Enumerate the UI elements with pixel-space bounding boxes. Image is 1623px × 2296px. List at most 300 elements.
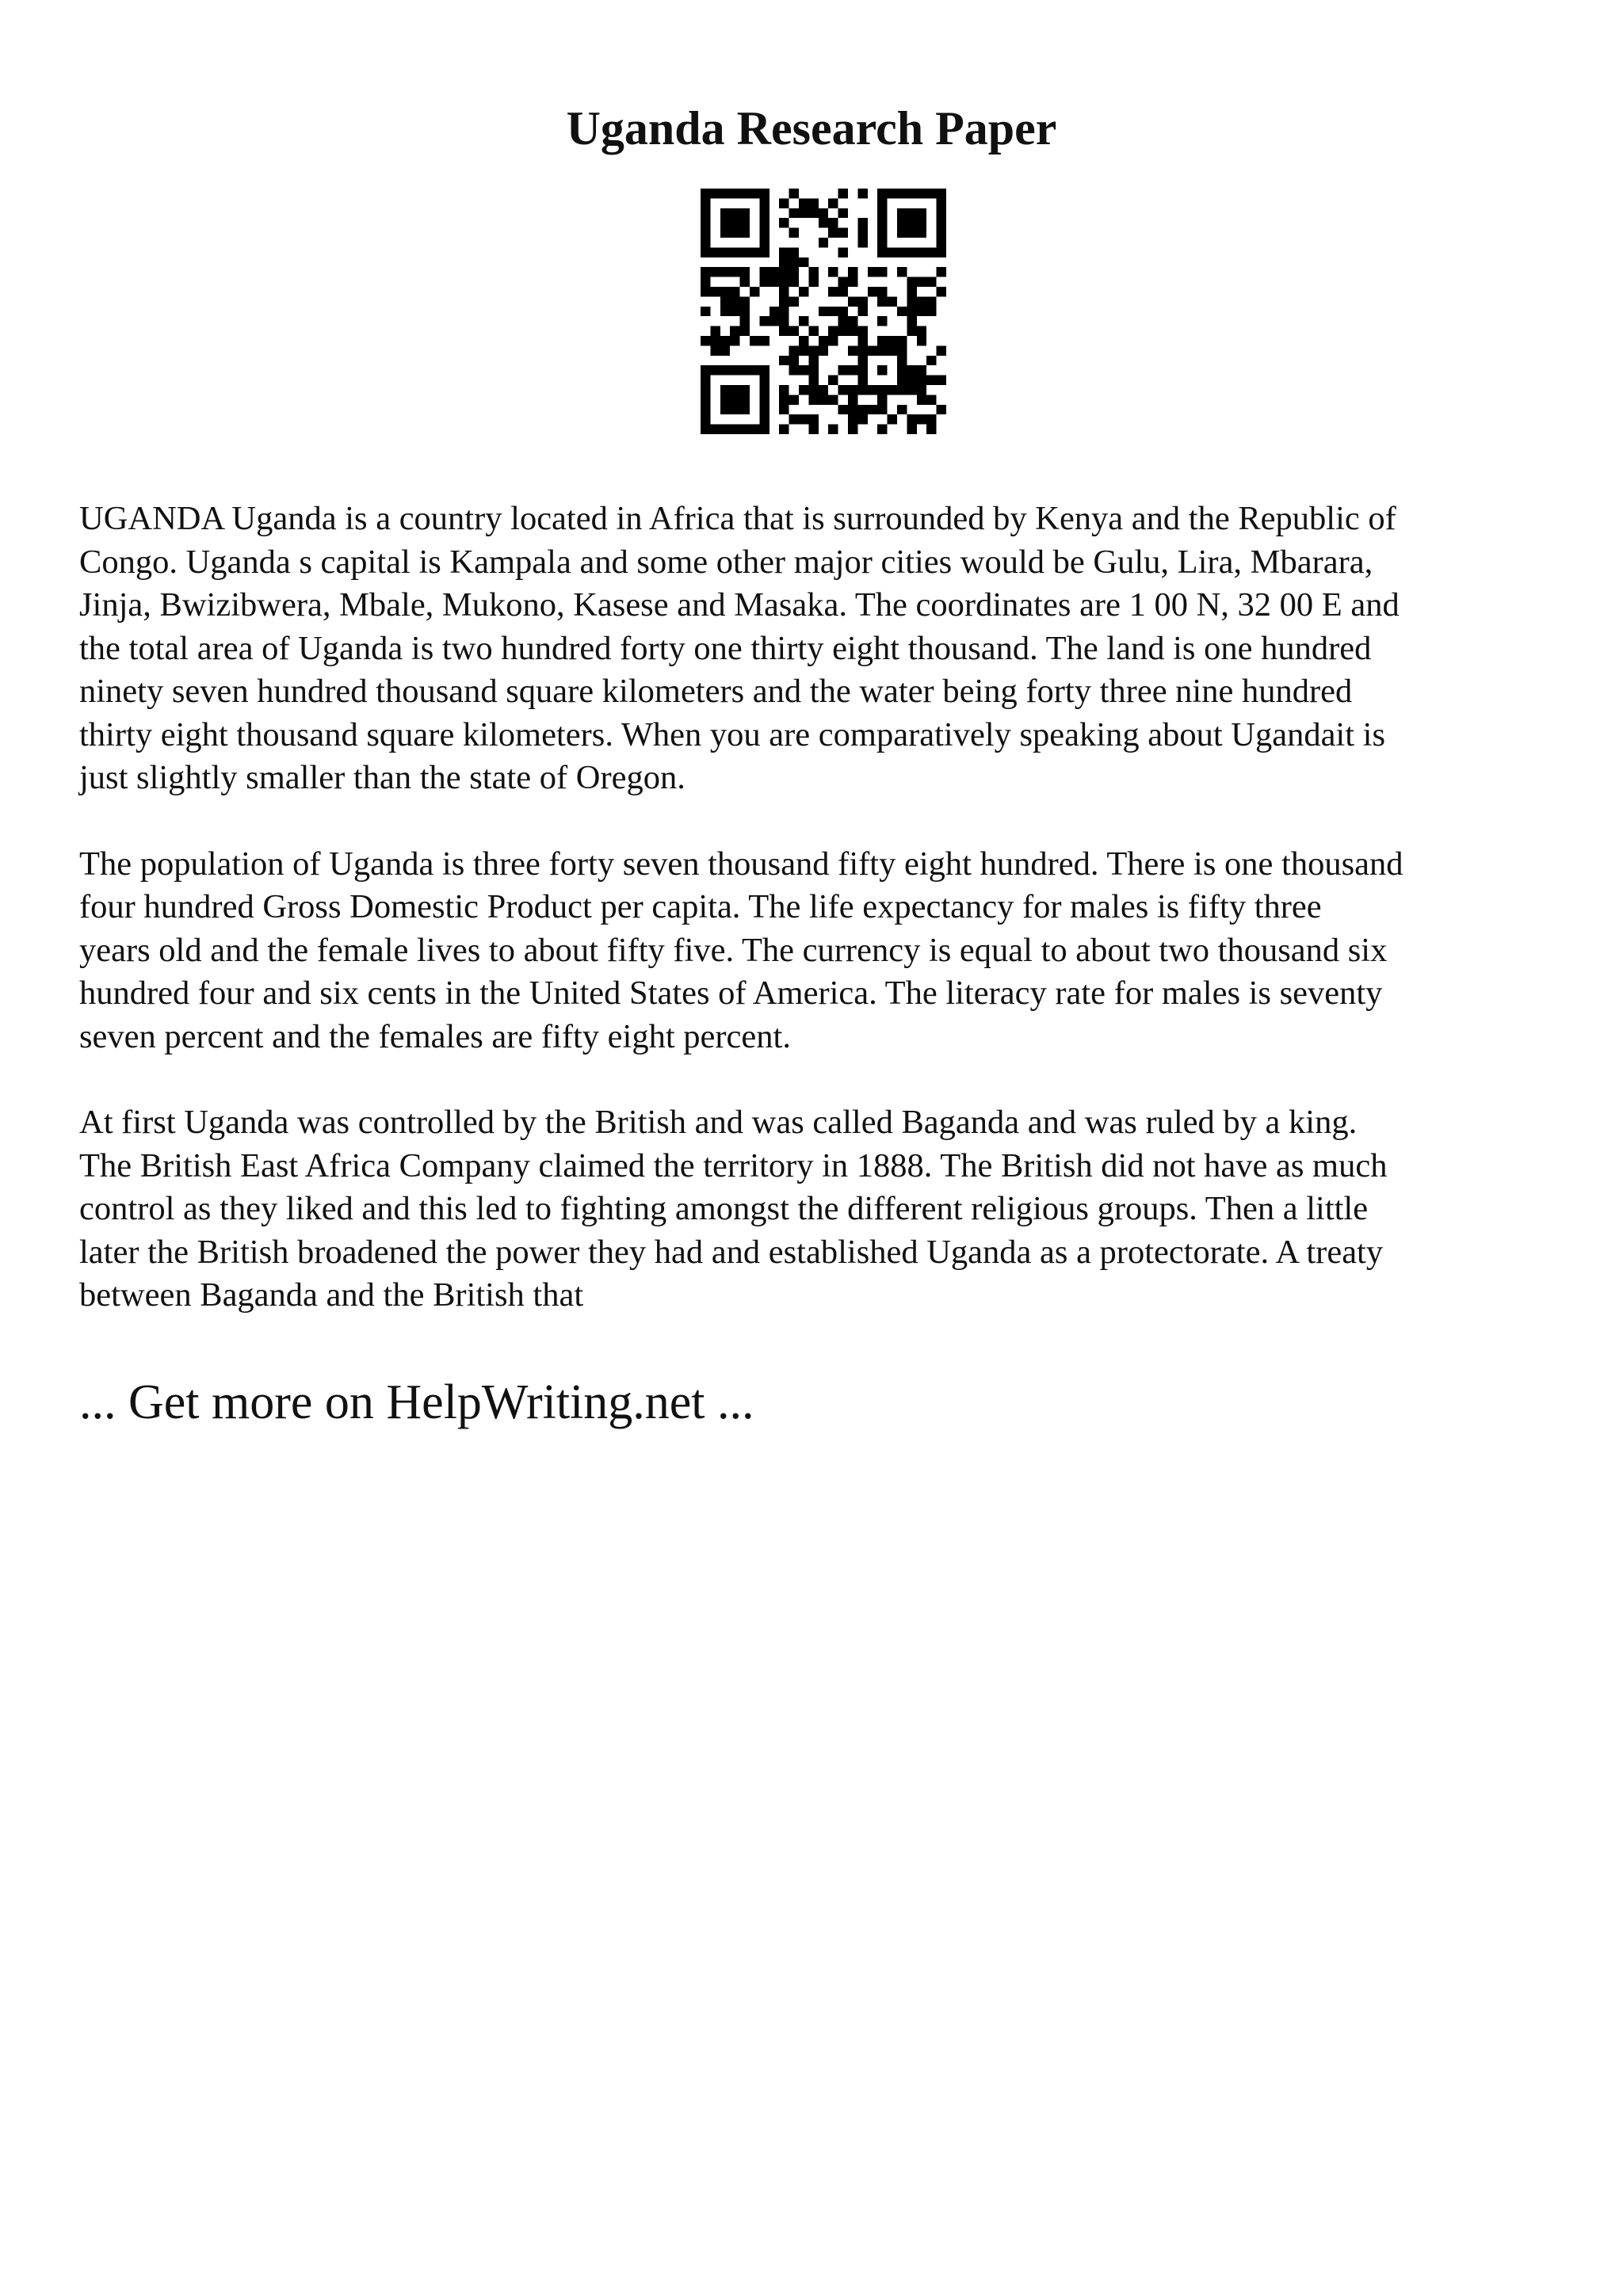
qr-module: [917, 189, 926, 198]
qr-module: [877, 247, 887, 257]
qr-module: [740, 385, 750, 395]
qr-module: [701, 228, 710, 238]
qr-module: [937, 405, 946, 414]
qr-module: [769, 307, 779, 316]
qr-module: [701, 198, 710, 208]
qr-module: [888, 189, 897, 198]
qr-module: [897, 345, 907, 355]
qr-module: [877, 405, 887, 414]
qr-module: [907, 414, 916, 424]
qr-module: [710, 287, 720, 296]
qr-module: [838, 189, 848, 198]
qr-module: [917, 208, 926, 218]
qr-module: [917, 376, 926, 385]
qr-module: [789, 414, 799, 424]
qr-module: [819, 395, 828, 404]
text-line: ninety seven hundred thousand square kilometers and the water being forty three nine hundred: [79, 673, 1353, 710]
qr-module: [808, 277, 818, 287]
qr-module: [799, 414, 808, 424]
qr-module: [769, 267, 779, 277]
qr-module: [701, 405, 710, 414]
paragraph-geography: [79, 498, 1553, 800]
document-body: [79, 498, 1553, 1360]
qr-module: [848, 277, 857, 287]
qr-module: [926, 247, 936, 257]
qr-module: [701, 267, 710, 277]
qr-module: [730, 336, 739, 345]
text-line: years old and the female lives to about fifty five. The currency is equal to about two thousand six: [79, 931, 1388, 969]
qr-module: [937, 218, 946, 227]
qr-module: [779, 287, 789, 296]
qr-module: [907, 365, 916, 375]
qr-module: [701, 414, 710, 424]
qr-module: [848, 395, 857, 404]
qr-module: [828, 425, 838, 434]
qr-module: [857, 336, 867, 345]
qr-module: [730, 228, 739, 238]
text-line: between Baganda and the British that: [79, 1276, 584, 1314]
qr-module: [750, 365, 759, 375]
text-line: control as they liked and this led to fighting amongst the different religious groups. Then a little: [79, 1190, 1369, 1227]
qr-module: [779, 316, 789, 326]
qr-module: [838, 316, 848, 326]
qr-module: [789, 277, 799, 287]
qr-module: [808, 267, 818, 277]
qr-module: [907, 385, 916, 395]
qr-module: [917, 336, 926, 345]
qr-module: [759, 267, 769, 277]
qr-module: [779, 425, 789, 434]
qr-module: [868, 345, 877, 355]
qr-module: [730, 296, 739, 306]
qr-module: [808, 365, 818, 375]
qr-module: [710, 326, 720, 336]
qr-module: [808, 356, 818, 365]
qr-module: [848, 425, 857, 434]
qr-module: [789, 247, 799, 257]
qr-module: [720, 425, 730, 434]
qr-module: [926, 376, 936, 385]
qr-module: [819, 208, 828, 218]
qr-module: [779, 356, 789, 365]
qr-module: [720, 267, 730, 277]
qr-module: [740, 218, 750, 227]
qr-module: [937, 345, 946, 355]
qr-module: [897, 376, 907, 385]
qr-module: [877, 425, 887, 434]
qr-module: [838, 365, 848, 375]
qr-module: [926, 189, 936, 198]
qr-module: [740, 296, 750, 306]
qr-module: [701, 365, 710, 375]
text-line: the total area of Uganda is two hundred forty one thirty eight thousand. The land is one hundred: [79, 629, 1372, 667]
qr-module: [759, 198, 769, 208]
qr-module: [740, 425, 750, 434]
qr-module: [730, 247, 739, 257]
qr-code-icon: [701, 189, 946, 434]
qr-module: [799, 287, 808, 296]
qr-module: [828, 395, 838, 404]
qr-module: [730, 287, 739, 296]
qr-module: [720, 287, 730, 296]
qr-module: [848, 405, 857, 414]
qr-module: [750, 425, 759, 434]
qr-module: [917, 385, 926, 395]
qr-module: [730, 405, 739, 414]
qr-module: [868, 405, 877, 414]
qr-module: [926, 277, 936, 287]
qr-module: [720, 307, 730, 316]
qr-module: [759, 208, 769, 218]
text-line: later the British broadened the power they had and established Uganda as a protectorate. A treaty: [79, 1233, 1384, 1271]
qr-module: [848, 316, 857, 326]
qr-module: [917, 228, 926, 238]
qr-module: [877, 198, 887, 208]
qr-module: [710, 267, 720, 277]
qr-module: [877, 208, 887, 218]
qr-module: [740, 189, 750, 198]
qr-module: [779, 277, 789, 287]
qr-module: [897, 365, 907, 375]
qr-module: [808, 208, 818, 218]
qr-module: [828, 376, 838, 385]
qr-module: [720, 385, 730, 395]
qr-module: [868, 287, 877, 296]
qr-module: [897, 208, 907, 218]
qr-module: [828, 198, 838, 208]
qr-module: [730, 189, 739, 198]
qr-module: [907, 228, 916, 238]
qr-module: [857, 356, 867, 365]
qr-module: [759, 218, 769, 227]
qr-module: [779, 267, 789, 277]
qr-module: [720, 296, 730, 306]
qr-module: [789, 326, 799, 336]
qr-module: [730, 208, 739, 218]
qr-module: [937, 238, 946, 247]
text-line: Jinja, Bwizibwera, Mbale, Mukono, Kasese and Masaka. The coordinates are 1 00 N, 32 00 E and: [79, 586, 1400, 624]
qr-module: [720, 405, 730, 414]
qr-module: [819, 307, 828, 316]
qr-module: [917, 395, 926, 404]
qr-module: [937, 198, 946, 208]
text-line: just slightly smaller than the state of Oregon.: [79, 759, 685, 796]
qr-module: [828, 228, 838, 238]
qr-module: [740, 277, 750, 287]
qr-module: [779, 247, 789, 257]
text-line: four hundred Gross Domestic Product per capita. The life expectancy for males is fifty three: [79, 888, 1322, 925]
qr-module: [828, 287, 838, 296]
qr-module: [710, 345, 720, 355]
qr-module: [888, 247, 897, 257]
qr-module: [838, 228, 848, 238]
qr-module: [907, 287, 916, 296]
qr-module: [779, 296, 789, 306]
qr-module: [926, 296, 936, 306]
qr-module: [779, 218, 789, 227]
qr-module: [838, 287, 848, 296]
qr-module: [759, 425, 769, 434]
qr-module: [730, 326, 739, 336]
paragraph-history: [79, 1101, 1553, 1318]
qr-module: [740, 208, 750, 218]
qr-module: [701, 218, 710, 227]
qr-module: [740, 395, 750, 404]
qr-module: [838, 405, 848, 414]
qr-module: [819, 385, 828, 395]
qr-module: [917, 414, 926, 424]
qr-module: [907, 307, 916, 316]
qr-module: [701, 307, 710, 316]
qr-module: [897, 405, 907, 414]
qr-module: [857, 218, 867, 227]
qr-module: [730, 267, 739, 277]
qr-module: [789, 257, 799, 267]
qr-module: [769, 316, 779, 326]
text-line: The British East Africa Company claimed the territory in 1888. The British did not have as much: [79, 1146, 1388, 1184]
qr-module: [808, 198, 818, 208]
qr-module: [838, 247, 848, 257]
qr-module: [759, 228, 769, 238]
qr-module: [848, 414, 857, 424]
qr-module: [897, 247, 907, 257]
qr-module: [789, 296, 799, 306]
qr-module: [701, 336, 710, 345]
qr-module: [789, 267, 799, 277]
get-more-link[interactable]: ... Get more on HelpWriting.net ...: [79, 1375, 754, 1429]
qr-module: [857, 238, 867, 247]
qr-module: [907, 296, 916, 306]
qr-module: [740, 326, 750, 336]
qr-module: [857, 189, 867, 198]
qr-module: [730, 307, 739, 316]
qr-module: [759, 365, 769, 375]
qr-module: [897, 356, 907, 365]
qr-module: [799, 208, 808, 218]
qr-module: [868, 385, 877, 395]
qr-module: [877, 395, 887, 404]
qr-module: [819, 238, 828, 247]
qr-module: [828, 307, 838, 316]
qr-module: [799, 316, 808, 326]
text-line: hundred four and six cents in the United States of America. The literacy rate for males is seventy: [79, 974, 1383, 1012]
qr-module: [937, 228, 946, 238]
qr-module: [848, 326, 857, 336]
qr-module: [937, 189, 946, 198]
qr-module: [857, 326, 867, 336]
qr-module: [730, 385, 739, 395]
qr-module: [838, 208, 848, 218]
qr-module: [701, 189, 710, 198]
qr-module: [877, 365, 887, 375]
qr-module: [750, 189, 759, 198]
qr-module: [926, 356, 936, 365]
qr-module: [808, 425, 818, 434]
qr-module: [917, 247, 926, 257]
qr-module: [926, 425, 936, 434]
text-line: Congo. Uganda s capital is Kampala and some other major cities would be Gulu, Lira, Mbarara,: [79, 543, 1373, 581]
qr-module: [877, 267, 887, 277]
qr-module: [897, 307, 907, 316]
qr-module: [710, 365, 720, 375]
qr-module: [730, 365, 739, 375]
qr-module: [799, 345, 808, 355]
qr-module: [808, 385, 818, 395]
qr-module: [808, 414, 818, 424]
qr-module: [838, 385, 848, 395]
qr-module: [917, 365, 926, 375]
qr-module: [759, 414, 769, 424]
text-line: UGANDA Uganda is a country located in Africa that is surrounded by Kenya and the Republic of: [79, 500, 1396, 537]
qr-module: [750, 247, 759, 257]
qr-module: [808, 345, 818, 355]
qr-module: [857, 385, 867, 395]
qr-module: [888, 345, 897, 355]
qr-module: [720, 218, 730, 227]
qr-module: [848, 267, 857, 277]
qr-module: [789, 189, 799, 198]
qr-module: [848, 365, 857, 375]
qr-module: [917, 277, 926, 287]
qr-module: [877, 296, 887, 306]
qr-module: [720, 345, 730, 355]
qr-module: [857, 307, 867, 316]
qr-module: [759, 238, 769, 247]
qr-module: [907, 376, 916, 385]
qr-module: [888, 414, 897, 424]
qr-module: [740, 267, 750, 277]
qr-module: [897, 267, 907, 277]
qr-module: [701, 425, 710, 434]
qr-module: [877, 287, 887, 296]
text-line: thirty eight thousand square kilometers. When you are comparatively speaking about Ugandait is: [79, 715, 1386, 753]
qr-module: [877, 385, 887, 395]
qr-module: [779, 198, 789, 208]
qr-module: [907, 218, 916, 227]
qr-module: [701, 385, 710, 395]
qr-module: [857, 414, 867, 424]
qr-module: [848, 296, 857, 306]
qr-module: [710, 189, 720, 198]
qr-module: [926, 395, 936, 404]
qr-module: [799, 198, 808, 208]
qr-module: [789, 345, 799, 355]
qr-module: [917, 307, 926, 316]
qr-module: [819, 345, 828, 355]
qr-module: [857, 376, 867, 385]
qr-module: [799, 385, 808, 395]
qr-module: [877, 336, 887, 345]
qr-module: [857, 345, 867, 355]
qr-module: [789, 356, 799, 365]
qr-module: [720, 208, 730, 218]
qr-module: [701, 238, 710, 247]
qr-module: [759, 316, 769, 326]
qr-module: [740, 365, 750, 375]
qr-module: [848, 345, 857, 355]
text-line: At first Uganda was controlled by the British and was called Baganda and was ruled by a king.: [79, 1104, 1358, 1141]
qr-module: [720, 365, 730, 375]
qr-module: [888, 385, 897, 395]
qr-module: [740, 247, 750, 257]
qr-module: [897, 218, 907, 227]
qr-module: [937, 287, 946, 296]
qr-module: [897, 228, 907, 238]
qr-module: [759, 247, 769, 257]
qr-module: [759, 405, 769, 414]
qr-module: [769, 277, 779, 287]
qr-module: [779, 405, 789, 414]
qr-module: [857, 365, 867, 375]
qr-module: [789, 208, 799, 218]
qr-module: [937, 376, 946, 385]
qr-module: [799, 365, 808, 375]
qr-module: [720, 395, 730, 404]
qr-module: [838, 326, 848, 336]
qr-module: [819, 218, 828, 227]
qr-module: [937, 208, 946, 218]
qr-module: [926, 414, 936, 424]
page-title: Uganda Research Paper: [566, 102, 1057, 154]
qr-module: [779, 385, 789, 395]
text-line: seven percent and the females are fifty eight percent.: [79, 1017, 791, 1055]
qr-module: [701, 277, 710, 287]
qr-module: [907, 425, 916, 434]
qr-module: [710, 425, 720, 434]
qr-module: [897, 336, 907, 345]
qr-module: [759, 376, 769, 385]
qr-module: [926, 307, 936, 316]
qr-module: [848, 385, 857, 395]
qr-module: [740, 405, 750, 414]
qr-module: [877, 228, 887, 238]
qr-module: [828, 326, 838, 336]
qr-module: [701, 208, 710, 218]
qr-module: [897, 189, 907, 198]
qr-module: [701, 247, 710, 257]
qr-module: [759, 277, 769, 287]
qr-module: [808, 376, 818, 385]
qr-module: [701, 376, 710, 385]
qr-module: [828, 267, 838, 277]
qr-module: [917, 218, 926, 227]
qr-module: [779, 395, 789, 404]
qr-module: [828, 336, 838, 345]
qr-module: [907, 208, 916, 218]
qr-module: [877, 189, 887, 198]
qr-module: [720, 228, 730, 238]
qr-module: [828, 218, 838, 227]
qr-module: [877, 218, 887, 227]
qr-module: [750, 287, 759, 296]
qr-module: [759, 189, 769, 198]
qr-module: [907, 277, 916, 287]
qr-module: [857, 228, 867, 238]
qr-module: [740, 228, 750, 238]
qr-module: [868, 267, 877, 277]
qr-module: [789, 365, 799, 375]
qr-module: [701, 395, 710, 404]
qr-module: [877, 238, 887, 247]
qr-module: [808, 395, 818, 404]
qr-module: [897, 385, 907, 395]
qr-module: [779, 307, 789, 316]
qr-module: [838, 307, 848, 316]
paragraph-population: [79, 843, 1553, 1059]
qr-module: [877, 316, 887, 326]
qr-module: [730, 395, 739, 404]
qr-module: [907, 247, 916, 257]
